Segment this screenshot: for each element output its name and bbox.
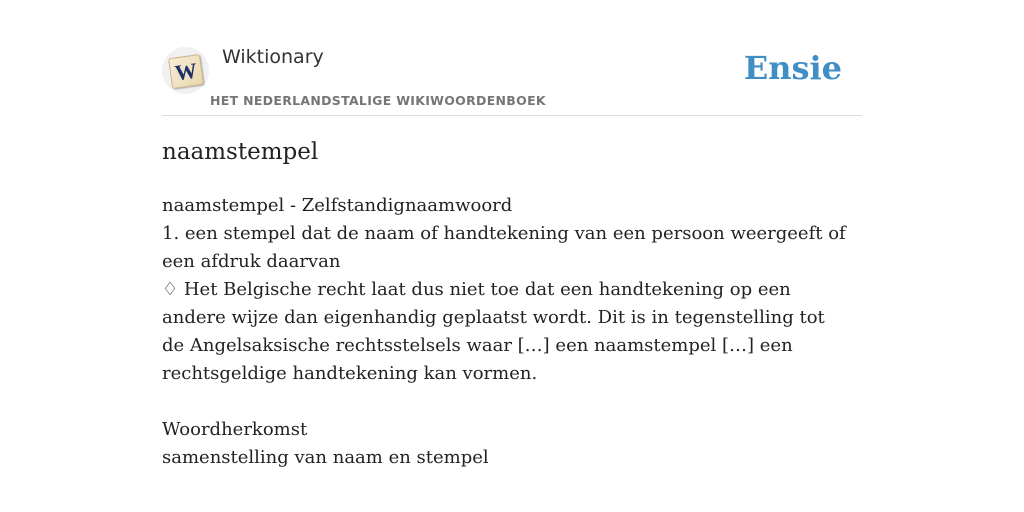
wiktionary-tile-icon: W bbox=[168, 54, 204, 89]
ensie-logo[interactable]: Ensie bbox=[743, 49, 842, 87]
entry-content bbox=[162, 192, 852, 472]
page-title: naamstempel bbox=[162, 139, 319, 165]
header-divider bbox=[162, 115, 862, 116]
part-of-speech-line: naamstempel - Zelfstandignaamwoord bbox=[162, 195, 513, 216]
site-tagline: HET NEDERLANDSTALIGE WIKIWOORDENBOEK bbox=[210, 93, 546, 108]
site-name[interactable]: Wiktionary bbox=[222, 46, 324, 68]
etymology-text: samenstelling van naam en stempel bbox=[162, 447, 489, 468]
etymology-heading: Woordherkomst bbox=[162, 419, 308, 440]
usage-example: ♢ Het Belgische recht laat dus niet toe dat een handtekening op een andere wijze dan eigenhandig geplaatst wordt. Dit is in tegenstelling tot de Angelsaksische rechtsstelsels waar […] een naamstempel […] een rechtsgeldige handtekening kan vormen. bbox=[162, 279, 825, 384]
wiktionary-logo[interactable] bbox=[162, 47, 209, 94]
spacer bbox=[162, 388, 852, 416]
definition: 1. een stempel dat de naam of handtekening van een persoon weergeeft of een afdruk daarvan bbox=[162, 223, 846, 272]
